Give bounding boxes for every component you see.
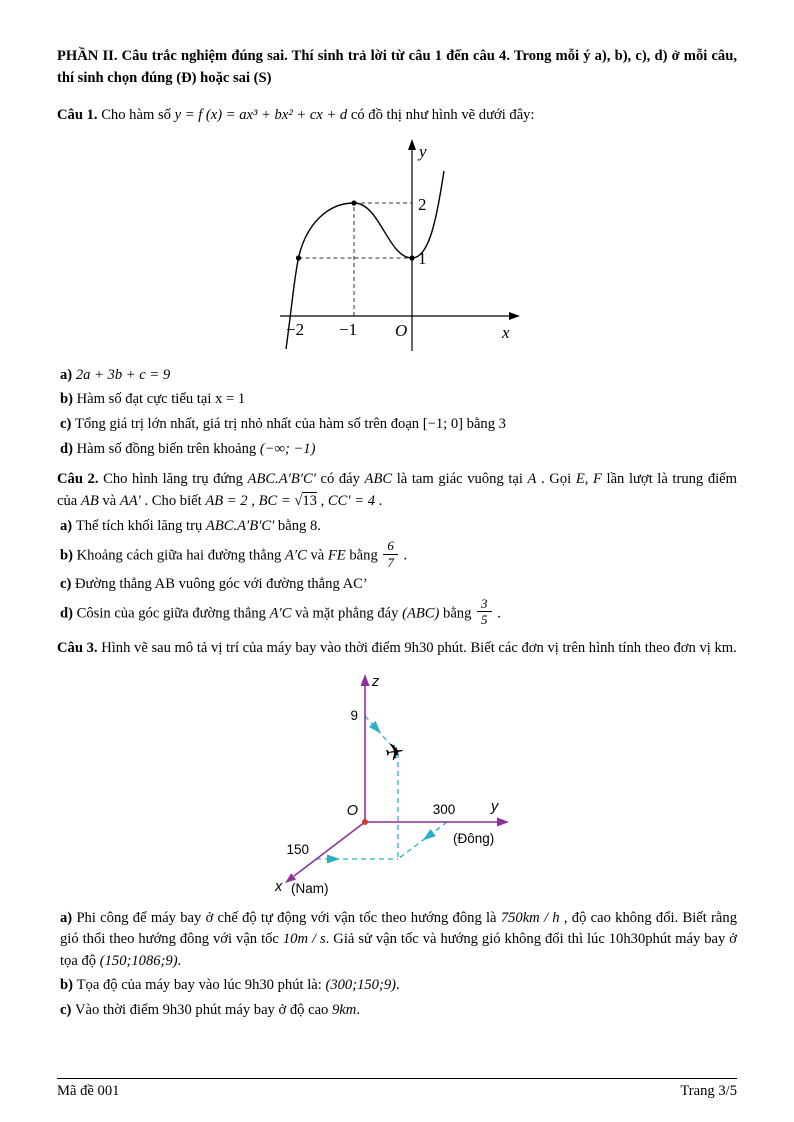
fraction: $\frac{3}{5}$ [477,597,492,627]
origin-label: O [346,802,358,819]
local-min-point [409,255,414,260]
airplane-icon: ✈ [383,738,407,766]
q3-coordinate-figure [57,664,737,904]
x-tick-minus2: −2 [286,319,305,339]
point-minus2-1 [296,255,301,260]
q3-option-a: a) Phi công để máy bay ở chế độ tự động với vận tốc theo hướng đông là 750km / h , độ cao không đổi. Biết rằng gió thổi theo hướng đông với vận tốc 10m / s. Giả sử vận tốc và hướng gió không đổi thì lúc 10h30phút máy bay ở tọa độ (150;1086;9). [60,909,737,969]
q1-option-a: a) 2a + 3b + c = 9 [60,366,171,383]
x-value-150: 150 [286,841,309,857]
q2-option-d: d) Côsin của góc giữa đường thẳng A′C và mặt phẳng đáy (ABC) bằng $\frac{3}{5}$ . [60,595,501,628]
page-footer [57,1078,737,1100]
cubic-graph-svg [262,131,532,356]
airplane-axes-svg [257,664,537,899]
y-axis-label: y [419,141,427,161]
y-value-300: 300 [432,801,456,817]
origin-label: O [395,320,408,340]
y-tick-2: 2 [418,194,427,214]
z-axis-arrow-icon [361,674,370,686]
y-axis-label: y [491,798,499,815]
square-root: √ 13 [294,492,317,509]
page-number: Trang 3/5 [680,1083,737,1099]
origin-dot [362,819,368,825]
q3-option-c: c) Vào thời điểm 9h30 phút máy bay ở độ cao 9km. [60,1002,360,1019]
q1-option-d: d) Hàm số đồng biến trên khoảng (−∞; −1) [60,440,316,457]
dashed-arrow-icon [327,854,340,863]
x-axis-label: x [502,322,510,342]
y-tick-1: 1 [418,248,427,268]
q2-option-b: b) Khoảng cách giữa hai đường thẳng A′C và FE bằng $\frac{6}{7}$ . [60,537,408,570]
fraction: $\frac{6}{7}$ [383,539,398,569]
x-axis-arrow-icon [509,312,520,320]
q3-option-b: b) Tọa độ của máy bay vào lúc 9h30 phút là: (300;150;9). [60,977,400,994]
y-axis-arrow-icon [497,817,509,826]
q1-cubic-graph-figure [57,131,737,361]
z-axis-label: z [372,673,380,690]
east-label: (Đông) [453,830,495,846]
q1-stem: Câu 1. Cho hàm số y = f (x) = ax³ + bx² + cx + d có đồ thị như hình vẽ dưới đây: [57,107,535,124]
x-tick-minus1: −1 [339,319,358,339]
q2-stem: Câu 2. Cho hình lăng trụ đứng ABC.A′B′C′ có đáy ABC là tam giác vuông tại A . Gọi E, F lần lượt là trung điểm của AB và AA′ . Cho biết AB = 2 , BC = √ 13 , CC′ = 4 . [57,469,737,512]
dashed-y300-to-ground [398,822,447,859]
x-axis-label: x [275,878,283,895]
part-ii-header: PHẦN II. Câu trắc nghiệm đúng sai. Thí sinh trả lời từ câu 1 đến câu 4. Trong mỗi ý a), b), c), d) ở mỗi câu, thí sinh chọn đúng (Đ) hoặc sai (S) [57,48,737,86]
q2-option-c: c) Đường thẳng AB vuông góc với đường thẳng AC’ [60,576,368,593]
q1-option-c: c) Tổng giá trị lớn nhất, giá trị nhỏ nhất của hàm số trên đoạn [−1; 0] bằng 3 [60,415,506,432]
exam-code: Mã đề 001 [57,1083,120,1099]
z-value-9: 9 [350,707,358,723]
q2-option-a: a) Thể tích khối lăng trụ ABC.A′B′C′ bằng 8. [60,518,321,535]
q3-stem: Câu 3. Hình vẽ sau mô tả vị trí của máy bay vào thời điểm 9h30 phút. Biết các đơn vị trên hình tính theo đơn vị km. [57,640,737,657]
local-max-point [351,200,356,205]
q1-option-b: b) Hàm số đạt cực tiểu tại x = 1 [60,391,246,408]
y-axis-arrow-icon [408,139,416,150]
south-label: (Nam) [291,880,329,896]
dashed-arrow-icon [420,829,436,844]
